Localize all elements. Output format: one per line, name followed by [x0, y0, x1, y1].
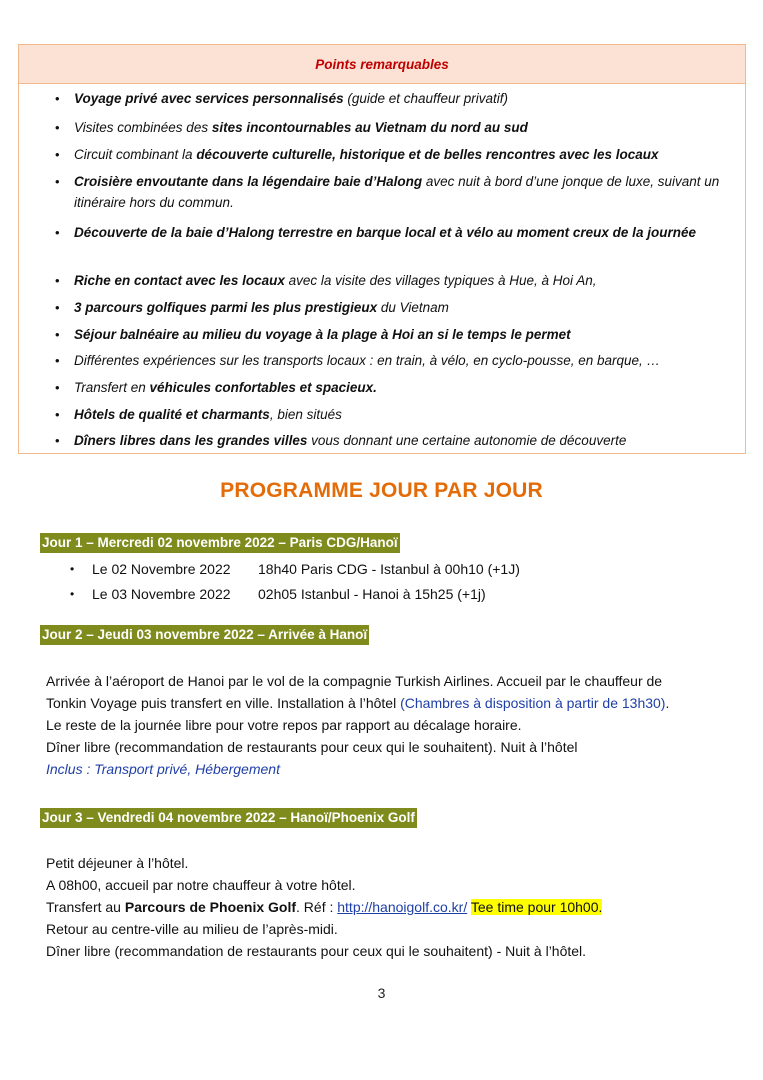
highlight-item: • Transfert en véhicules confortables et spacieux.	[74, 377, 734, 398]
highlight-item: • Différentes expériences sur les transports locaux : en train, à vélo, en cyclo-pousse, en barque, …	[74, 350, 734, 371]
highlights-header	[19, 45, 745, 84]
day2-included: Inclus : Transport privé, Hébergement	[46, 761, 280, 777]
flight-item: • Le 03 Novembre 2022 02h05 Istanbul - Hanoi à 15h25 (+1j)	[92, 584, 486, 604]
day2-text: Arrivée à l’aéroport de Hanoi par le vol de la compagnie Turkish Airlines. Accueil par le chauffeur de Tonkin Voyage puis transfert en ville. Installation à l’hôtel (Chambres à disposition à partir de 13h30). Le reste de la journée libre pour votre repos par rapport au décalage horaire. Dîner libre (recommandation de restaurants pour ceux qui le souhaitent). Nuit à l’hôtel Inclus : Transport privé, Hébergement	[46, 670, 736, 780]
highlights-title: Points remarquables	[315, 56, 449, 72]
highlight-item: • Visites combinées des sites incontournables au Vietnam du nord au sud	[74, 117, 734, 138]
highlight-item: • 3 parcours golfiques parmi les plus prestigieux du Vietnam	[74, 297, 734, 318]
highlight-item: • Dîners libres dans les grandes villes vous donnant une certaine autonomie de découverte	[74, 430, 734, 451]
page-number: 3	[377, 985, 386, 1001]
highlight-item: • Riche en contact avec les locaux avec la visite des villages typiques à Hue, à Hoi An,	[74, 270, 734, 291]
room-availability-note: (Chambres à disposition à partir de 13h30)	[400, 695, 666, 711]
highlight-item: • Hôtels de qualité et charmants, bien situés	[74, 404, 734, 425]
flight-item: • Le 02 Novembre 2022 18h40 Paris CDG - Istanbul à 00h10 (+1J)	[92, 559, 520, 579]
highlight-item: • Croisière envoutante dans la légendaire baie d’Halong avec nuit à bord d’une jonque de luxe, suivant un itinéraire hors du commun.	[74, 171, 734, 213]
tee-time-highlight: Tee time pour 10h00.	[470, 899, 603, 915]
day2-header: Jour 2 – Jeudi 03 novembre 2022 – Arrivée à Hanoï	[40, 625, 369, 645]
highlight-item: • Séjour balnéaire au milieu du voyage à la plage à Hoi an si le temps le permet	[74, 324, 734, 345]
programme-title: PROGRAMME JOUR PAR JOUR	[220, 479, 543, 502]
highlight-item: • Circuit combinant la découverte culturelle, historique et de belles rencontres avec les locaux	[74, 144, 734, 165]
day1-header: Jour 1 – Mercredi 02 novembre 2022 – Paris CDG/Hanoï	[40, 533, 400, 553]
day3-header: Jour 3 – Vendredi 04 novembre 2022 – Hanoï/Phoenix Golf	[40, 808, 417, 828]
highlight-item: • Voyage privé avec services personnalisés (guide et chauffeur privatif)	[74, 88, 734, 109]
day3-text: Petit déjeuner à l’hôtel. A 08h00, accueil par notre chauffeur à votre hôtel. Transfert au Parcours de Phoenix Golf. Réf : http://hanoigolf.co.kr/ Tee time pour 10h00. Retour au centre-ville au milieu de l’après-midi. Dîner libre (recommandation de restaurants pour ceux qui le souhaitent) - Nuit à l’hôtel.	[46, 855, 603, 959]
highlight-item: • Découverte de la baie d’Halong terrestre en barque local et à vélo au moment creux de la journée	[74, 222, 734, 243]
golf-link[interactable]: http://hanoigolf.co.kr/	[337, 899, 468, 915]
